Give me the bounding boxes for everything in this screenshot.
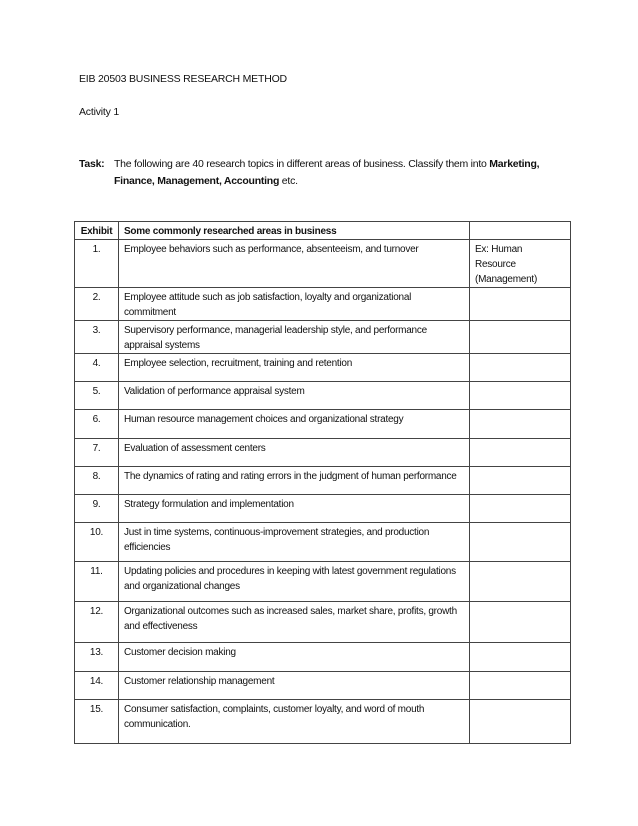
task-bold-marketing: Marketing, bbox=[489, 158, 540, 170]
table-row bbox=[75, 354, 571, 382]
research-topic: Validation of performance appraisal system bbox=[119, 382, 470, 410]
exhibit-number: 7. bbox=[75, 439, 119, 467]
area-header: Some commonly researched areas in business bbox=[119, 222, 470, 240]
classification-cell[interactable] bbox=[470, 562, 571, 602]
classification-cell[interactable] bbox=[470, 382, 571, 410]
classification-cell[interactable] bbox=[470, 288, 571, 321]
task-text-before: The following are 40 research topics in different areas of business. Classify them into bbox=[114, 158, 490, 170]
table-row bbox=[75, 288, 571, 321]
table-row bbox=[75, 410, 571, 439]
exhibit-number: 13. bbox=[75, 643, 119, 672]
table-header-row bbox=[75, 222, 571, 240]
task-text-after: etc. bbox=[279, 175, 298, 187]
exhibit-number: 9. bbox=[75, 495, 119, 523]
research-topic: Organizational outcomes such as increased sales, market share, profits, growth and effectiveness bbox=[119, 602, 470, 643]
task-label: Task: bbox=[79, 158, 105, 170]
classification-cell[interactable] bbox=[470, 672, 571, 700]
classification-cell[interactable] bbox=[470, 602, 571, 643]
table-row bbox=[75, 439, 571, 467]
table-row bbox=[75, 321, 571, 354]
exhibit-number: 11. bbox=[75, 562, 119, 602]
research-topic: Updating policies and procedures in keeping with latest government regulations and organizational changes bbox=[119, 562, 470, 602]
classification-cell[interactable]: Ex: Human Resource (Management) bbox=[470, 240, 571, 288]
research-topic: Human resource management choices and organizational strategy bbox=[119, 410, 470, 439]
task-bold-areas: Finance, Management, Accounting bbox=[114, 175, 280, 187]
table-row bbox=[75, 467, 571, 495]
table-body bbox=[75, 240, 571, 744]
research-topic: The dynamics of rating and rating errors in the judgment of human performance bbox=[119, 467, 470, 495]
table-row bbox=[75, 495, 571, 523]
exhibit-number: 8. bbox=[75, 467, 119, 495]
table-row bbox=[75, 700, 571, 744]
research-topic: Consumer satisfaction, complaints, customer loyalty, and word of mouth communication. bbox=[119, 700, 470, 744]
classification-cell[interactable] bbox=[470, 523, 571, 562]
exhibit-number: 1. bbox=[75, 240, 119, 288]
research-topic: Employee attitude such as job satisfaction, loyalty and organizational commitment bbox=[119, 288, 470, 321]
document-title: EIB 20503 BUSINESS RESEARCH METHOD bbox=[79, 73, 287, 85]
classification-cell[interactable] bbox=[470, 354, 571, 382]
research-topic: Employee behaviors such as performance, absenteeism, and turnover bbox=[119, 240, 470, 288]
classification-cell[interactable] bbox=[470, 700, 571, 744]
exhibit-number: 10. bbox=[75, 523, 119, 562]
table-row bbox=[75, 240, 571, 288]
exhibit-number: 6. bbox=[75, 410, 119, 439]
exhibit-header: Exhibit bbox=[75, 222, 119, 240]
exhibit-number: 14. bbox=[75, 672, 119, 700]
table-row bbox=[75, 672, 571, 700]
table-row bbox=[75, 562, 571, 602]
research-topic: Customer decision making bbox=[119, 643, 470, 672]
activity-label: Activity 1 bbox=[79, 106, 120, 118]
classification-cell[interactable] bbox=[470, 467, 571, 495]
research-topic: Supervisory performance, managerial leadership style, and performance appraisal systems bbox=[119, 321, 470, 354]
exhibit-number: 5. bbox=[75, 382, 119, 410]
research-topic: Just in time systems, continuous-improvement strategies, and production efficiencies bbox=[119, 523, 470, 562]
classification-cell[interactable] bbox=[470, 439, 571, 467]
exhibit-number: 3. bbox=[75, 321, 119, 354]
table-row bbox=[75, 382, 571, 410]
exhibit-number: 12. bbox=[75, 602, 119, 643]
classification-header bbox=[470, 222, 571, 240]
research-topic: Employee selection, recruitment, training and retention bbox=[119, 354, 470, 382]
exhibit-number: 4. bbox=[75, 354, 119, 382]
table-row bbox=[75, 523, 571, 562]
exhibit-number: 15. bbox=[75, 700, 119, 744]
research-topic: Evaluation of assessment centers bbox=[119, 439, 470, 467]
table-row bbox=[75, 602, 571, 643]
table-row bbox=[75, 643, 571, 672]
research-topic: Customer relationship management bbox=[119, 672, 470, 700]
classification-cell[interactable] bbox=[470, 495, 571, 523]
classification-cell[interactable] bbox=[470, 410, 571, 439]
classification-cell[interactable] bbox=[470, 321, 571, 354]
classification-cell[interactable] bbox=[470, 643, 571, 672]
exhibit-number: 2. bbox=[75, 288, 119, 321]
task-text bbox=[114, 156, 574, 190]
research-areas-table bbox=[74, 221, 571, 744]
research-topic: Strategy formulation and implementation bbox=[119, 495, 470, 523]
